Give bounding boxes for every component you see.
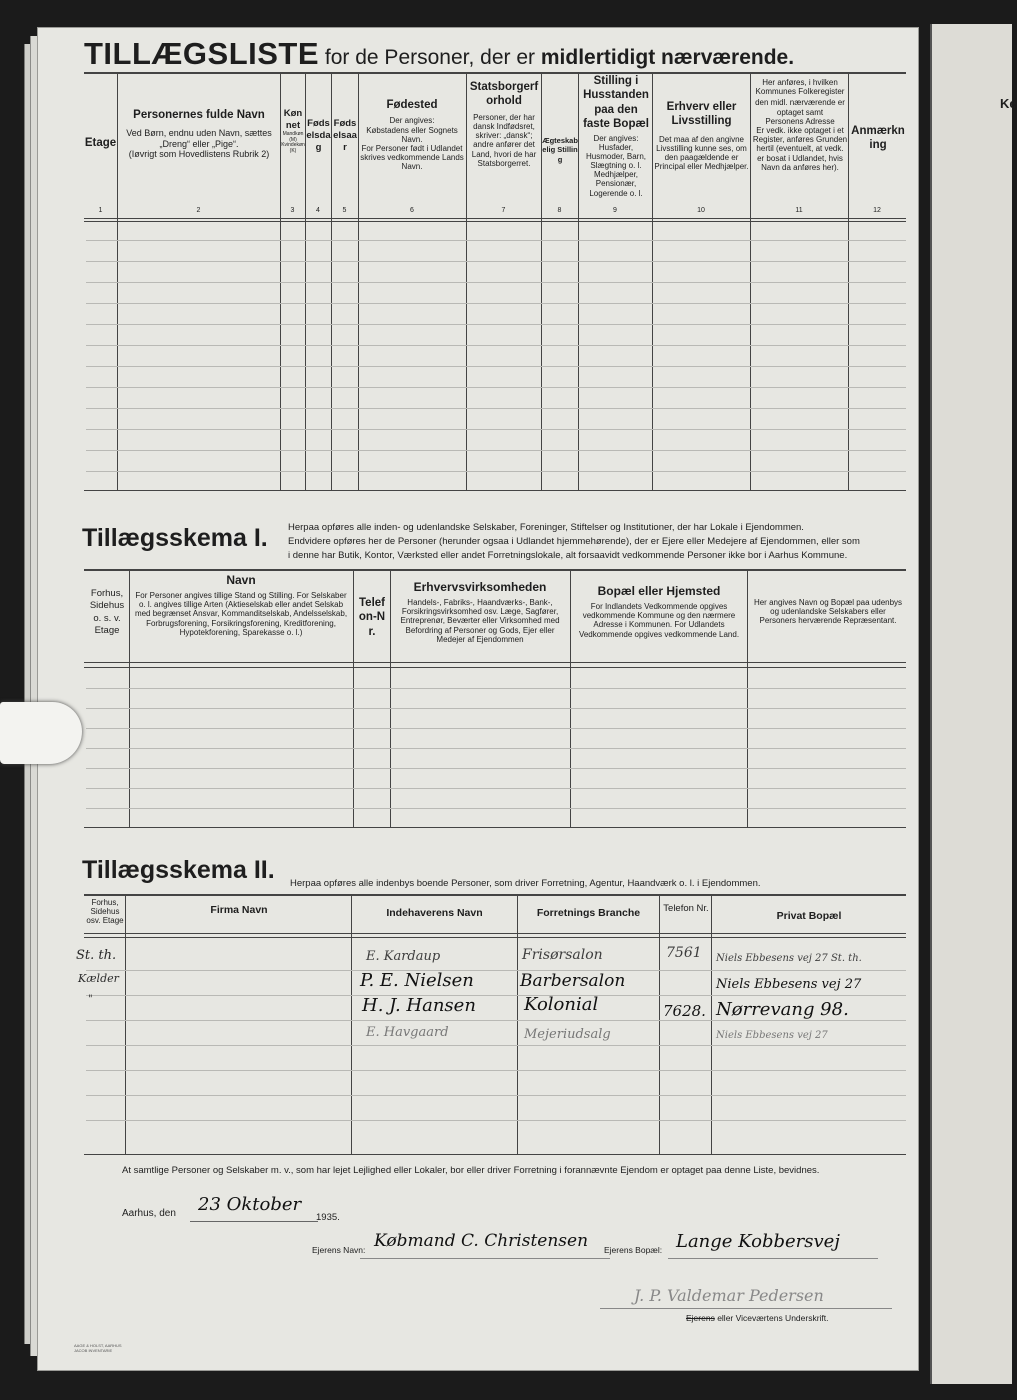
col-fodested: Fødested Der angives: Købstadens eller Sognets Navn. For Personer født i Udlandet skrives vedkommende Lands Navn. <box>360 99 464 172</box>
col-number: 9 <box>613 207 617 214</box>
signature-label: Ejerens eller Viceværtens Underskrift. <box>686 1313 829 1323</box>
col-divider <box>750 72 751 490</box>
header-bottom-border <box>84 218 906 219</box>
row-rule <box>86 1045 906 1046</box>
schema2-header-bottom-double <box>84 937 906 938</box>
schema2-top-border <box>84 894 906 896</box>
schema2-col-etage: Forhus, Sidehus osv. Etage <box>86 898 124 926</box>
printer-mark: AAGE & HOLST, AARHUS JACOB INVENTARIE <box>74 1343 122 1353</box>
schema1-note: Herpaa opføres alle inden- og udenlandske Selskaber, Foreninger, Stiftelser og Institutioner, der har Lokale i Ejendommen. Endvidere opføres her de Personer (herunder ogsaa i Udlandet hjemmehørende), der er Ejere eller Medejere af Ejendommen, eller som i denne har Butik, Kontor, Værksted eller andet Forretningslokale, alt forsaavidt vedkommende Personer ikke bor i Aarhus Kommune. <box>288 522 860 561</box>
schema2-col-divider <box>517 894 518 1154</box>
table-row-4-indehaver: E. Havgaard <box>366 1025 449 1040</box>
table-row-2-indehaver: P. E. Nielsen <box>360 970 474 991</box>
schema2-note: Herpaa opføres alle indenbys boende Personer, som driver Forretning, Agentur, Haandværk o. l. i Ejendommen. <box>290 878 761 889</box>
row-rule <box>86 366 906 367</box>
table-row-1-bopael: Niels Ebbesens vej 27 St. th. <box>716 953 862 964</box>
table-row-3-telefon: 7628. <box>663 1002 706 1020</box>
col-divider <box>652 72 653 490</box>
row-rule <box>86 240 906 241</box>
table-row-1-telefon: 7561 <box>666 945 702 961</box>
table-row-1-indehaver: E. Kardaup <box>366 949 441 964</box>
schema2-col-divider <box>711 894 712 1154</box>
schema1-col-bopael: Bopæl eller Hjemsted For Indlandets Vedkommende opgives vedkommende Kommune og den nærmere Adresse i Kommunen. For Udlandets Vedkommende opgives vedkommende Land. <box>578 584 740 639</box>
schema1-col-etage: Forhus, Sidehus o. s. v. Etage <box>89 588 125 637</box>
owner-address-label: Ejerens Bopæl: <box>604 1245 663 1255</box>
row-rule <box>86 1020 906 1021</box>
schema1-col-telefon: Telefon-Nr. <box>358 597 386 638</box>
col-number: 12 <box>873 207 881 214</box>
col-aegteskab: Ægteskabelig Stilling <box>542 136 578 164</box>
schema1-top-border <box>84 569 906 571</box>
row-rule <box>86 408 906 409</box>
col-divider <box>578 72 579 490</box>
row-rule <box>86 324 906 325</box>
col-divider <box>117 72 118 490</box>
row-rule <box>86 1120 906 1121</box>
table-row-1-etage: St. th. <box>76 948 117 963</box>
schema1-header-bottom-double <box>84 667 906 668</box>
table-row-1-branche: Frisørsalon <box>522 947 603 963</box>
table-row-2-branche: Barbersalon <box>520 971 626 991</box>
table-row-3-bopael: Nørrevang 98. <box>716 999 849 1020</box>
title-main: TILLÆGSLISTE <box>84 36 320 71</box>
schema2-col-bopael: Privat Bopæl <box>776 910 842 922</box>
table-row-2-bopael: Niels Ebbesens vej 27 <box>716 977 862 992</box>
schema1-col-repraesentant: Her angives Navn og Bopæl paa udenbys og udenlandske Selskabers eller Personers herværende Repræsentant. <box>753 598 903 626</box>
table-top-border <box>84 72 906 74</box>
col-anmaerkning: Anmærkning <box>851 125 905 152</box>
table-row-3-branche: Kolonial <box>524 994 599 1015</box>
col-divider <box>541 72 542 490</box>
col-fodselsaar: Fødselsaar <box>333 118 357 153</box>
row-rule <box>86 1070 906 1071</box>
schema2-col-firma: Firma Navn <box>210 904 268 916</box>
schema2-col-telefon: Telefon Nr. <box>663 903 709 914</box>
schema1-header-bottom <box>84 662 906 663</box>
row-rule <box>86 261 906 262</box>
table-row-2-etage: Kælder <box>78 972 119 985</box>
date-handwritten: 23 Oktober <box>198 1194 302 1215</box>
table-bottom-border <box>84 490 906 491</box>
title-middle: for de Personer, der er <box>319 46 541 69</box>
schema2-title: Tillægsskema II. <box>82 856 275 884</box>
row-rule <box>86 748 906 749</box>
thumb <box>0 702 82 764</box>
col-divider <box>466 72 467 490</box>
owner-address-line <box>668 1258 878 1259</box>
schema1-col-navn: Navn For Personer angives tillige Stand og Stilling. For Selskaber o. l. angives tillige Arten (Aktieselskab eller andet Selskab med begrænset Ansvar, Kommanditselskab, Andelsselskab, Forbrugsforening, Forsikringsforening, Kreditforening, Hypotekforening, Sparekasse o. l.) <box>134 573 348 637</box>
schema2-col-branche: Forretnings Branche <box>536 907 641 919</box>
caretaker-signature: J. P. Valdemar Pedersen <box>634 1286 824 1305</box>
schema1-col-erhverv: Erhvervsvirksomheden Handels-, Fabriks-, Haandværks-, Bank-, Forsikringsvirksomhed osv. Læge, Sagfører, Entreprenør, Beværter eller Virksomhed med Befordring af Personer og Gods, Ejer eller Medejer af Ejendommen <box>400 580 560 644</box>
row-rule <box>86 970 906 971</box>
owner-name-label: Ejerens Navn: <box>312 1245 366 1255</box>
col-number: 7 <box>501 207 506 214</box>
year-label: 1935. <box>316 1212 340 1223</box>
row-rule <box>86 387 906 388</box>
col-number: 1 <box>98 207 103 214</box>
row-rule <box>86 282 906 283</box>
schema2-col-divider <box>125 894 126 1154</box>
row-rule <box>86 429 906 430</box>
col-number: 2 <box>196 207 201 214</box>
owner-name-line <box>360 1258 610 1259</box>
table-row-4-bopael: Niels Ebbesens vej 27 <box>716 1030 828 1041</box>
col-erhverv: Erhverv eller Livsstilling Det maa af den angivne Livsstilling kunne ses, om den paagældende er Principal eller Medhjælper. <box>654 101 749 172</box>
schema2-col-divider <box>351 894 352 1154</box>
col-number: 6 <box>410 207 414 214</box>
owner-name-signature: Købmand C. Christensen <box>374 1231 589 1251</box>
row-rule <box>86 471 906 472</box>
schema2-header-bottom <box>84 933 906 934</box>
row-rule <box>86 768 906 769</box>
signature-line <box>600 1308 892 1309</box>
col-etage: Etage <box>84 137 117 149</box>
schema2-bottom-border <box>84 1154 906 1155</box>
row-rule <box>86 995 906 996</box>
schema1-bottom-border <box>84 827 906 828</box>
row-rule <box>86 728 906 729</box>
col-statsborger: Statsborgerforhold Personer, der har dansk Indfødsret, skriver: „dansk“; andre anfører det Land, hvori de har Statsborgerret. <box>469 81 539 168</box>
table-row-4-branche: Mejeriudsalg <box>524 1027 611 1042</box>
col-number: 4 <box>316 207 320 214</box>
row-rule <box>86 808 906 809</box>
col-number: 10 <box>697 207 705 214</box>
owner-address-handwritten: Lange Kobbersvej <box>676 1231 840 1252</box>
schema2-col-divider <box>659 894 660 1154</box>
row-rule <box>86 303 906 304</box>
col-number: 8 <box>557 207 562 214</box>
date-line <box>190 1221 318 1222</box>
row-rule <box>86 450 906 451</box>
col-folkeregister: Her anføres, i hvilken Kommunes Folkeregister den midl. nærværende er optaget samt Personens Adresse Er vedk. ikke optaget i et Register, anføres Grunden hertil (eventuelt, at vedk. er bosat i Udlandet, hvis Navn da anføres her). <box>752 78 848 172</box>
form-title <box>84 36 904 72</box>
col-navn: Personernes fulde Navn Ved Børn, endnu uden Navn, sættes „Dreng“ eller „Pige“. (Iøvrigt som Hovedlistens Rubrik 2) <box>126 109 272 160</box>
col-number: 5 <box>342 207 347 214</box>
facing-page <box>930 24 1017 1384</box>
col-stilling: Stilling i Husstanden paa den faste Bopæl Der angives: Husfader, Husmoder, Barn, Slægtning o. l. Medhjælper, Pensionær, Logerende o. l. <box>583 75 649 198</box>
attestation-statement: At samtlige Personer og Selskaber m. v., som har lejet Lejlighed eller Lokaler, bor eller driver Forretning i forannævnte Ejendom er optaget paa denne Liste, bevidnes. <box>122 1165 820 1176</box>
header-bottom-border-double <box>84 221 906 222</box>
col-number: 3 <box>290 207 295 214</box>
col-fodselsdag: Fødselsdag <box>306 118 331 153</box>
place-label: Aarhus, den <box>122 1208 176 1219</box>
col-kon: Kønnet Mandkøn (M) Kvindekøn (K) <box>281 108 305 154</box>
schema1-title: Tillægsskema I. <box>82 524 268 552</box>
table-row-3-indehaver: H. J. Hansen <box>362 995 476 1016</box>
schema2-col-indehaver: Indehaverens Navn <box>386 907 483 919</box>
row-rule <box>86 788 906 789</box>
row-rule <box>86 1095 906 1096</box>
row-rule <box>86 708 906 709</box>
col-number: 11 <box>795 207 803 214</box>
table-row-3-etage: " <box>88 994 93 1005</box>
row-rule <box>86 688 906 689</box>
col-divider <box>358 72 359 490</box>
title-end: midlertidigt nærværende. <box>540 46 795 69</box>
col-divider <box>848 72 849 490</box>
row-rule <box>86 345 906 346</box>
facing-page-letter: Ke <box>1000 96 1017 111</box>
